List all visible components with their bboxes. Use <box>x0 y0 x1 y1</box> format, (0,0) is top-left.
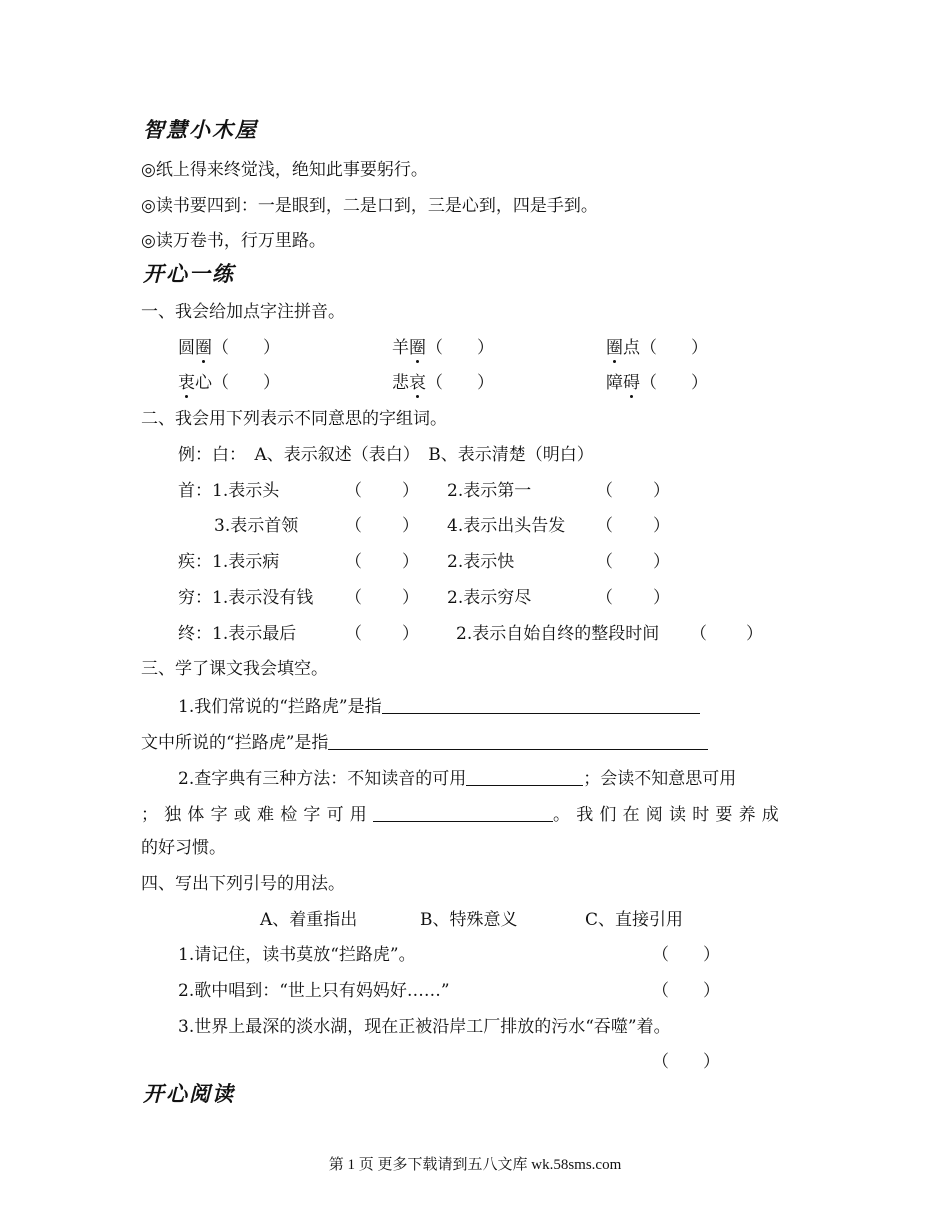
q3-line-4-text: ；独体字或难检字可用 <box>141 805 373 825</box>
q2-row-3-close2: ） <box>653 552 670 572</box>
q4-heading: 四、写出下列引号的用法。 <box>141 874 345 894</box>
q1-heading: 一、我会给加点字注拼音。 <box>141 302 345 322</box>
q3-heading: 三、学了课文我会填空。 <box>141 659 328 679</box>
answer-parens[interactable]: （ ） <box>212 338 280 358</box>
q2-row-5-left: 终：1.表示最后 <box>178 624 297 644</box>
q3-line-2-text: 文中所说的“拦路虎”是指 <box>141 733 329 753</box>
q2-row-3-open: （ <box>345 552 362 572</box>
section-title-reading: 开心阅读 <box>143 1082 235 1106</box>
pinyin-item-6 <box>606 375 708 392</box>
q2-row-5-close2: ） <box>746 624 763 644</box>
quote-3: ◎读万卷书，行万里路。 <box>141 231 326 251</box>
q2-row-1-right: 2.表示第一 <box>447 481 532 501</box>
q2-row-2-left: 3.表示首领 <box>214 516 299 536</box>
q2-row-4-close2: ） <box>653 588 670 608</box>
q2-heading: 二、我会用下列表示不同意思的字组词。 <box>141 409 447 429</box>
q2-row-1-open2: （ <box>596 481 613 501</box>
q2-row-4-open2: （ <box>596 588 613 608</box>
word-part: 点 <box>623 338 640 358</box>
q2-row-5-close: ） <box>402 624 419 644</box>
q2-row-2-open2: （ <box>596 516 613 536</box>
q2-row-5-open: （ <box>345 624 362 644</box>
q3-line-2 <box>141 733 708 752</box>
dotted-char: 哀 <box>409 373 426 393</box>
quote-1: ◎纸上得来终觉浅，绝知此事要躬行。 <box>141 160 428 180</box>
dotted-char: 圈 <box>409 338 426 358</box>
q2-row-4-left: 穷：1.表示没有钱 <box>178 588 314 608</box>
q2-row-2-right: 4.表示出头告发 <box>447 516 566 536</box>
q2-row-2-close2: ） <box>653 516 670 536</box>
q2-row-5-open2: （ <box>690 624 707 644</box>
q3-line-1-text: 1.我们常说的“拦路虎”是指 <box>178 697 382 717</box>
answer-parens[interactable]: （ ） <box>212 373 280 393</box>
dotted-char: 圈 <box>606 338 623 358</box>
q4-item-2: 2.歌中唱到：“世上只有妈妈好……” <box>178 981 450 1001</box>
pinyin-item-5 <box>392 375 494 392</box>
q3-line-4 <box>141 805 785 824</box>
dotted-char: 碍 <box>623 373 640 393</box>
pinyin-item-4 <box>178 375 280 392</box>
section-title-wisdom: 智慧小木屋 <box>143 118 258 142</box>
pinyin-item-1 <box>178 340 280 357</box>
fill-blank-2[interactable] <box>328 733 708 750</box>
q2-row-3-left: 疾：1.表示病 <box>178 552 280 572</box>
q2-row-4-close: ） <box>402 588 419 608</box>
q2-row-3-close: ） <box>402 552 419 572</box>
q3-line-3-tail: ；会读不知意思可用 <box>583 769 737 789</box>
q3-line-3 <box>178 769 736 788</box>
q4-option-a: A、着重指出 <box>260 910 358 930</box>
q3-line-4-tail: 。我们在阅读时要养成 <box>553 805 785 825</box>
quote-2: ◎读书要四到：一是眼到，二是口到，三是心到，四是手到。 <box>141 196 598 216</box>
q4-option-b: B、特殊意义 <box>420 910 518 930</box>
q2-row-1-open: （ <box>345 481 362 501</box>
answer-parens[interactable]: （ ） <box>640 373 708 393</box>
word-part: 障 <box>606 373 623 393</box>
q2-row-5-right: 2.表示自始自终的整段时间 <box>456 624 660 644</box>
q4-answer-1[interactable]: （ ） <box>652 945 720 965</box>
fill-blank-1[interactable] <box>382 697 700 714</box>
dotted-char: 衷 <box>178 373 195 393</box>
answer-parens[interactable]: （ ） <box>640 338 708 358</box>
q2-row-3-open2: （ <box>596 552 613 572</box>
section-title-practice: 开心一练 <box>143 262 235 286</box>
q3-line-1 <box>178 697 700 716</box>
q3-line-3-text: 2.查字典有三种方法：不知读音的可用 <box>178 769 467 789</box>
q4-item-1: 1.请记住，读书莫放“拦路虎”。 <box>178 945 416 965</box>
q2-row-1-close: ） <box>402 481 419 501</box>
q4-answer-2[interactable]: （ ） <box>652 981 720 1001</box>
q2-row-2-open: （ <box>345 516 362 536</box>
q2-row-1-close2: ） <box>653 481 670 501</box>
answer-parens[interactable]: （ ） <box>426 373 494 393</box>
answer-parens[interactable]: （ ） <box>426 338 494 358</box>
q4-answer-3[interactable]: （ ） <box>652 1052 720 1072</box>
pinyin-item-3 <box>606 340 708 357</box>
dotted-char: 圈 <box>195 338 212 358</box>
word-part: 羊 <box>392 338 409 358</box>
word-part: 心 <box>195 373 212 393</box>
word-part: 圆 <box>178 338 195 358</box>
q2-row-3-right: 2.表示快 <box>447 552 515 572</box>
q4-option-c: C、直接引用 <box>585 910 684 930</box>
q2-row-4-open: （ <box>345 588 362 608</box>
fill-blank-4[interactable] <box>373 805 553 822</box>
q3-line-5: 的好习惯。 <box>141 838 226 858</box>
page-footer: 第 1 页 更多下载请到五八文库 wk.58sms.com <box>328 1157 622 1173</box>
q2-row-4-right: 2.表示穷尽 <box>447 588 532 608</box>
q2-row-2-close: ） <box>402 516 419 536</box>
fill-blank-3[interactable] <box>466 769 583 786</box>
q4-item-3: 3.世界上最深的淡水湖，现在正被沿岸工厂排放的污水“吞噬”着。 <box>178 1017 671 1037</box>
pinyin-item-2 <box>392 340 494 357</box>
word-part: 悲 <box>392 373 409 393</box>
q2-row-1-left: 首：1.表示头 <box>178 481 280 501</box>
q2-example: 例：白： A、表示叙述（表白） B、表示清楚（明白） <box>178 445 594 465</box>
